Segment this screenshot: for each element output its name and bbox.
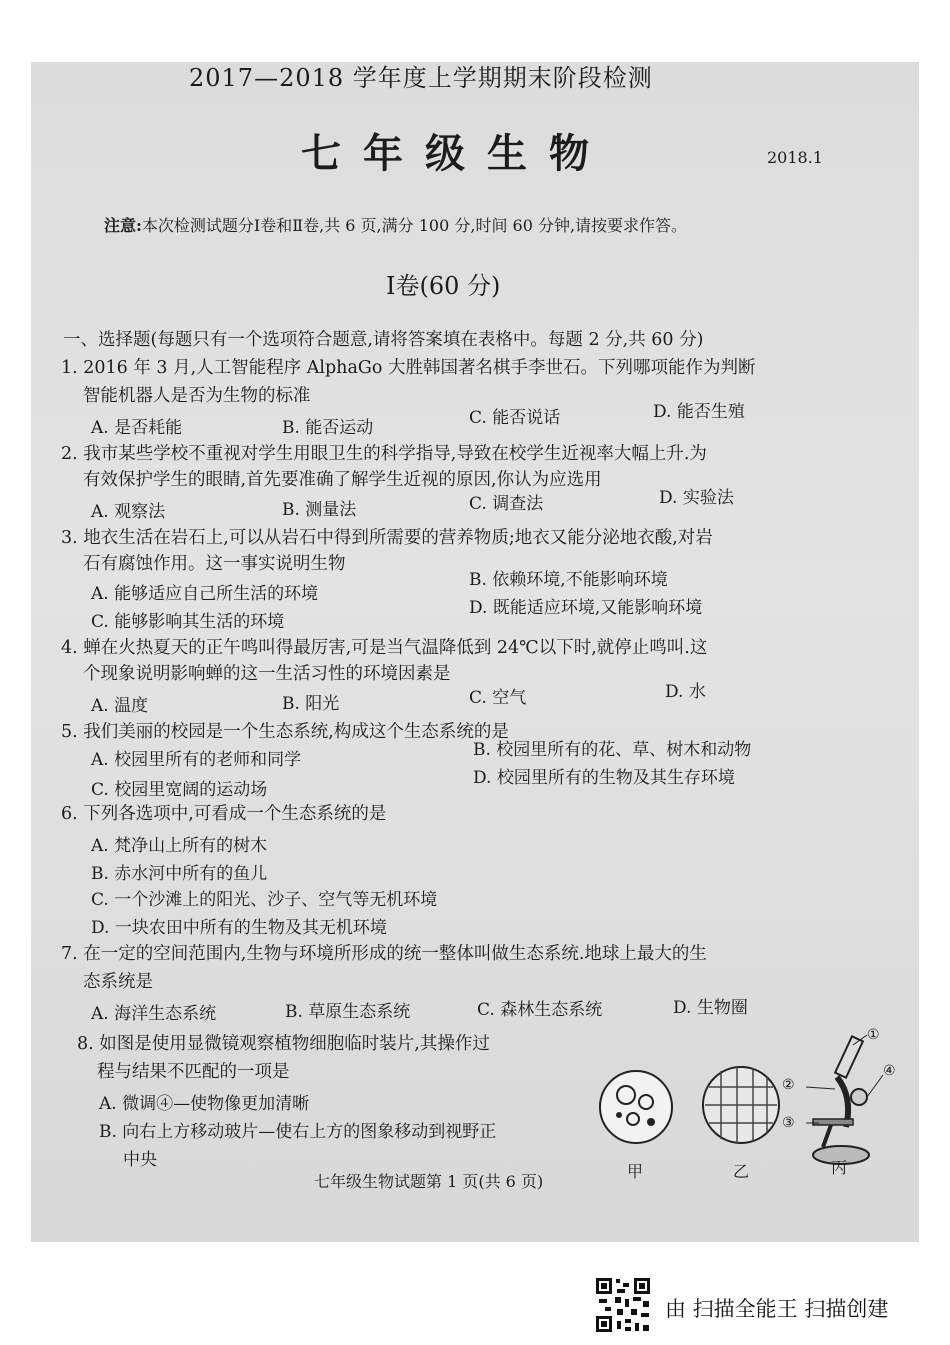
label-bing: 丙 <box>831 1158 848 1177</box>
exam-date: 2018.1 <box>767 148 823 167</box>
q3-option-a: A. 能够适应自己所生活的环境 <box>91 584 319 604</box>
q3-option-b: B. 依赖环境,不能影响环境 <box>469 570 668 590</box>
marker-3: ③ <box>782 1115 795 1131</box>
question-8-line2: 程与结果不匹配的一项是 <box>97 1062 290 1082</box>
q6-option-d: D. 一块农田中所有的生物及其无机环境 <box>91 918 387 938</box>
marker-4: ④ <box>883 1063 896 1079</box>
q1-option-d: D. 能否生殖 <box>653 402 745 422</box>
q8-option-b-cont: 中央 <box>123 1150 157 1170</box>
school-year-title: 2017—2018 学年度上学期期末阶段检测 <box>189 64 653 92</box>
q5-option-c: C. 校园里宽阔的运动场 <box>91 780 268 800</box>
qr-code-icon <box>595 1277 651 1333</box>
question-4-line2: 个现象说明影响蝉的这一生活习性的环境因素是 <box>83 664 451 684</box>
subject-title: 七年级生物 <box>301 130 611 177</box>
q7-option-a: A. 海洋生态系统 <box>91 1004 217 1024</box>
q8-option-b: B. 向右上方移动玻片—使右上方的图象移动到视野正 <box>99 1122 497 1142</box>
question-8-line1: 8. 如图是使用显微镜观察植物细胞临时装片,其操作过 <box>77 1034 490 1054</box>
notice-label: 注意: <box>104 216 142 235</box>
scanner-watermark <box>595 1277 935 1333</box>
question-2-line1: 2. 我市某些学校不重视对学生用眼卫生的科学指导,导致在校学生近视率大幅上升.为 <box>61 444 707 464</box>
q1-option-a: A. 是否耗能 <box>91 418 183 438</box>
part-one-heading: 一、选择题(每题只有一个选项符合题意,请将答案填在表格中。每题 2 分,共 60 分) <box>63 330 704 350</box>
question-1-line1: 1. 2016 年 3 月,人工智能程序 AlphaGo 大胜韩国著名棋手李世石。 <box>61 358 598 378</box>
question-6-line1: 6. 下列各选项中,可看成一个生态系统的是 <box>61 804 387 824</box>
q8-option-a: A. 微调④—使物像更加清晰 <box>99 1094 310 1114</box>
q4-option-b: B. 阳光 <box>282 694 340 714</box>
q3-option-d: D. 既能适应环境,又能影响环境 <box>469 598 703 618</box>
q4-option-a: A. 温度 <box>91 696 149 716</box>
q5-option-a: A. 校园里所有的老师和同学 <box>91 750 302 770</box>
microscope-drawing <box>806 1035 883 1164</box>
q6-option-a: A. 梵净山上所有的树木 <box>91 836 268 856</box>
exam-page <box>31 62 919 1242</box>
view-yi <box>703 1067 779 1143</box>
question-5-line1: 5. 我们美丽的校园是一个生态系统,构成这个生态系统的是 <box>61 722 509 742</box>
question-3-line2: 石有腐蚀作用。这一事实说明生物 <box>83 554 346 574</box>
notice-text: 本次检测试题分Ⅰ卷和Ⅱ卷,共 6 页,满分 100 分,时间 60 分钟,请按要求作答。 <box>141 216 688 235</box>
question-4-line1: 4. 蝉在火热夏天的正午鸣叫得最厉害,可是当气温降低到 24℃以下时,就停止鸣叫.这 <box>61 638 708 658</box>
q6-option-b: B. 赤水河中所有的鱼儿 <box>91 864 268 884</box>
notice <box>104 218 687 234</box>
marker-1: ① <box>867 1027 880 1043</box>
q7-option-c: C. 森林生态系统 <box>477 1000 603 1020</box>
q7-option-b: B. 草原生态系统 <box>285 1002 411 1022</box>
question-7-line2: 态系统是 <box>83 972 153 992</box>
q1-option-c: C. 能否说话 <box>469 408 561 428</box>
q2-option-a: A. 观察法 <box>91 502 166 522</box>
q5-option-b: B. 校园里所有的花、草、树木和动物 <box>473 740 752 760</box>
marker-2: ② <box>782 1077 795 1093</box>
q1-option-b: B. 能否运动 <box>282 418 374 438</box>
label-yi: 乙 <box>733 1162 750 1181</box>
page-footer: 七年级生物试题第 1 页(共 6 页) <box>314 1172 544 1191</box>
q2-option-b: B. 测量法 <box>282 500 357 520</box>
question-1-line1-tail: 下列哪项能作为判断 <box>597 358 756 378</box>
question-7-line1: 7. 在一定的空间范围内,生物与环境所形成的统一整体叫做生态系统.地球上最大的生 <box>61 944 707 964</box>
section-title: Ⅰ卷(60 分) <box>386 272 501 300</box>
microscope-figure-svg <box>591 1027 916 1177</box>
q4-option-c: C. 空气 <box>469 688 527 708</box>
q2-option-d: D. 实验法 <box>659 488 734 508</box>
q5-option-d: D. 校园里所有的生物及其生存环境 <box>473 768 735 788</box>
question-1-line2: 智能机器人是否为生物的标准 <box>83 386 311 406</box>
q2-option-c: C. 调查法 <box>469 494 544 514</box>
label-jia: 甲 <box>627 1162 644 1181</box>
question-2-line2: 有效保护学生的眼睛,首先要准确了解学生近视的原因,你认为应选用 <box>83 470 602 490</box>
question-1 <box>61 360 755 378</box>
question-3-line1: 3. 地衣生活在岩石上,可以从岩石中得到所需要的营养物质;地衣又能分泌地衣酸,对岩 <box>61 528 713 548</box>
q4-option-d: D. 水 <box>665 682 706 702</box>
q7-option-d: D. 生物圈 <box>673 998 748 1018</box>
view-jia <box>600 1071 672 1143</box>
microscope-figure <box>591 1027 916 1181</box>
q3-option-c: C. 能够影响其生活的环境 <box>91 612 285 632</box>
q6-option-c: C. 一个沙滩上的阳光、沙子、空气等无机环境 <box>91 890 438 910</box>
watermark-text: 由 扫描全能王 扫描创建 <box>665 1297 889 1321</box>
